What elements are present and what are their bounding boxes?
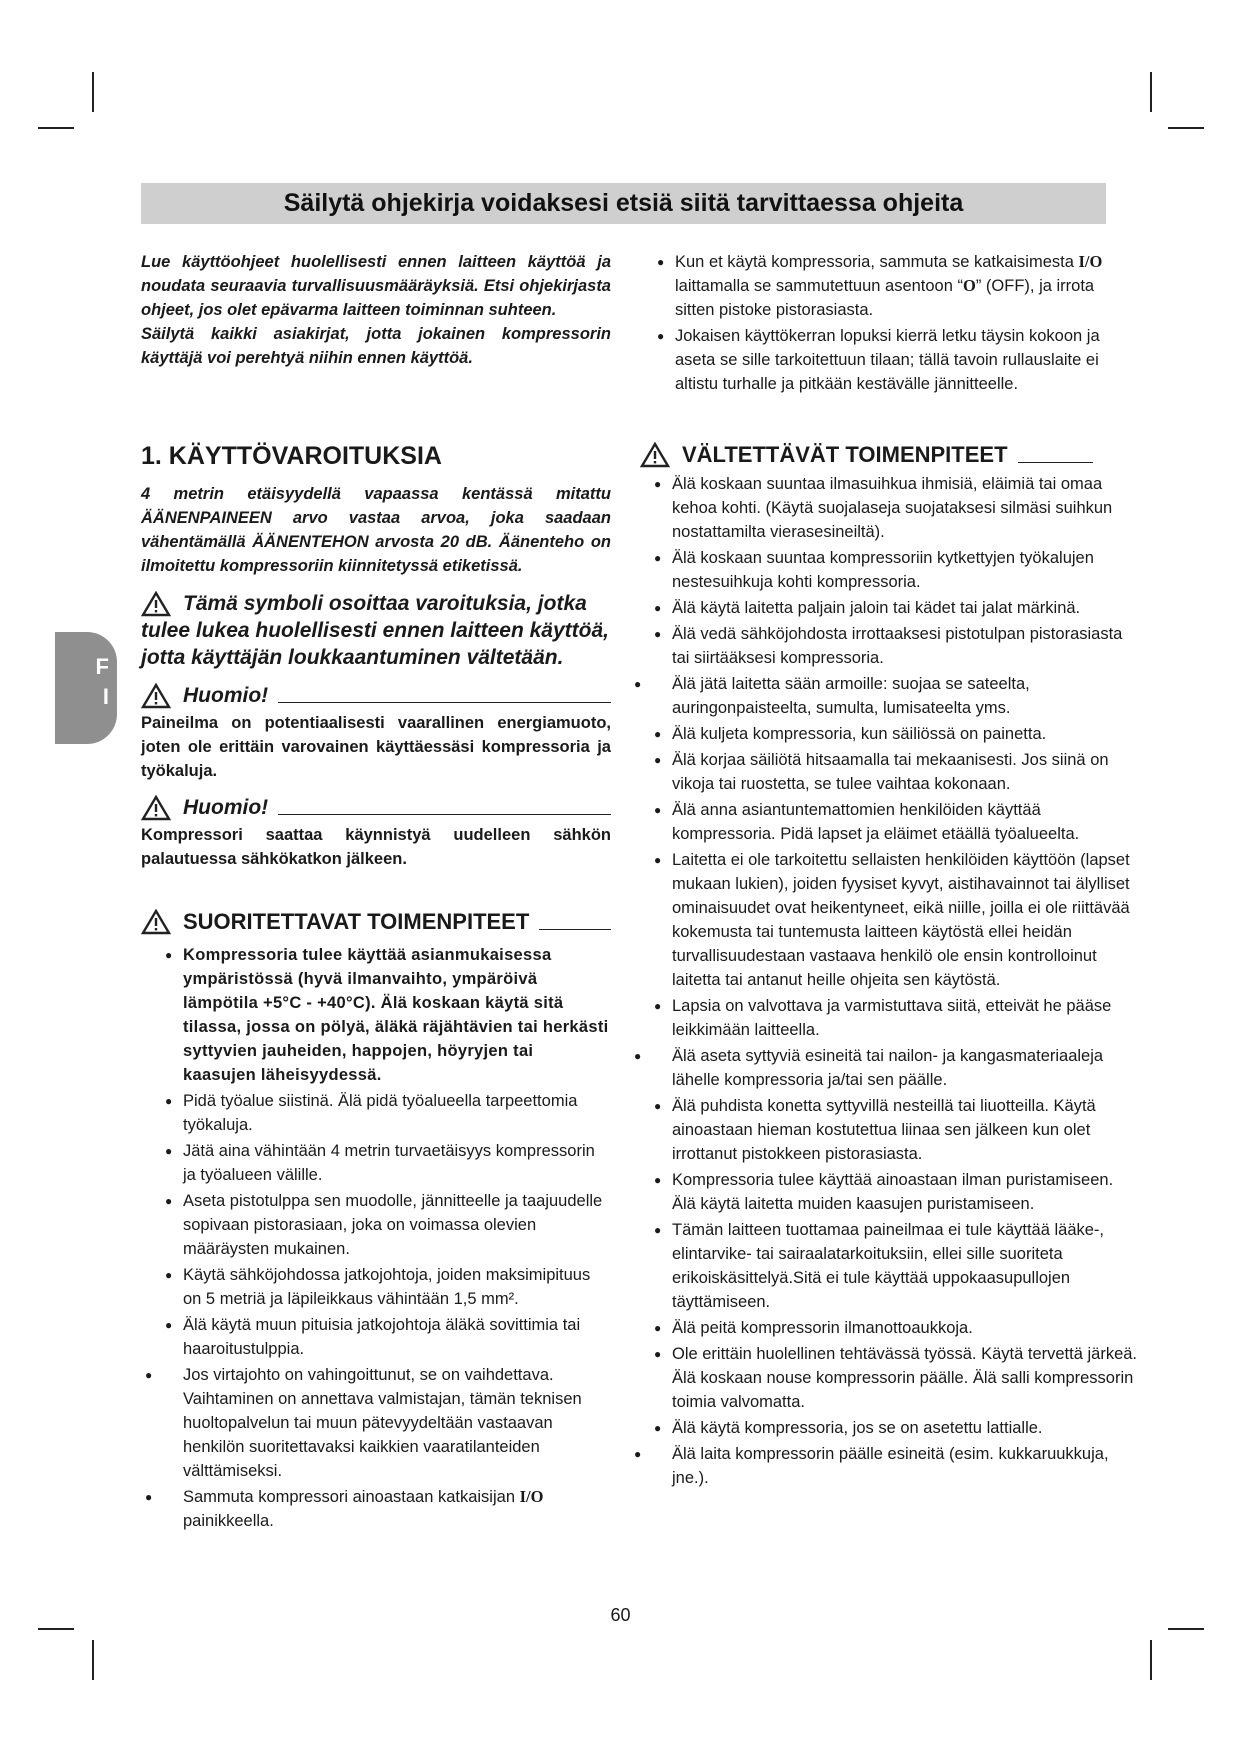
language-tab: F I	[55, 632, 117, 744]
crop-mark	[1150, 1640, 1152, 1680]
crop-mark	[38, 127, 74, 129]
list-item: ● Älä korjaa säiliötä hitsaamalla tai mekaanisesti. Jos siinä on vikoja tai ruostetta, se tulee vaihtaa kokonaan.	[650, 748, 1140, 796]
list-item: ● Älä käytä muun pituisia jatkojohtoja äläkä sovittimia tai haaroitustulppia.	[161, 1313, 611, 1361]
section-heading: 1. KÄYTTÖVAROITUKSIA	[141, 442, 442, 470]
list-item: ● Jokaisen käyttökerran lopuksi kierrä letku täysin kokoon ja aseta se sille tarkoitettuun tilaan; tällä tavoin rullauslaite ei altistu turhalle ja pitkään kestävälle jännitteelle.	[653, 324, 1113, 396]
warning-icon	[141, 795, 171, 821]
list-item: ● Käytä sähköjohdossa jatkojohtoja, joiden maksimipituus on 5 metriä ja läpileikkaus vähintään 1,5 mm².	[161, 1263, 611, 1311]
intro-left	[141, 250, 611, 370]
sub-heading: SUORITETTAVAT TOIMENPITEET	[141, 907, 611, 937]
crop-mark	[1168, 127, 1204, 129]
list-item: ● Älä jätä laitetta sään armoille: suojaa se sateelta, auringonpaisteelta, sumulta, lumisateelta yms.	[630, 672, 1140, 720]
intro-paragraph: Lue käyttöohjeet huolellisesti ennen laitteen käyttöä ja noudata seuraavia turvallisuusmääräyksiä. Etsi ohjekirjasta ohjeet, jos olet epävarma laitteen toiminnan suhteen.	[141, 253, 611, 319]
list-item: ● Älä anna asiantuntemattomien henkilöiden käyttää kompressoria. Pidä lapset ja eläimet etäällä työalueelta.	[650, 798, 1140, 846]
list-item: ● Älä koskaan suuntaa kompressoriin kytkettyjen työkalujen nestesuihkuja kohti kompressoria.	[650, 546, 1140, 594]
list-item: ● Laitetta ei ole tarkoitettu sellaisten henkilöiden käyttöön (lapset mukaan lukien), joiden fyysiset kyvyt, aistihavainnot tai älylliset ominaisuudet ovat heikentyneet, eikä niille, joilla ei ole riittävää kokemusta tai tuntemusta laitteen käytöstä ellei heidän turvallisuudestaan vastaava henkilö ole ensin kontrolloinut laitetta tai antanut heille ohjeita sen käytöstä.	[650, 848, 1140, 992]
page-title: Säilytä ohjekirja voidaksesi etsiä siitä tarvittaessa ohjeita	[141, 183, 1106, 224]
list-item: ● Älä koskaan suuntaa ilmasuihkua ihmisiä, eläimiä tai omaa kehoa kohti. (Käytä suojalaseja suojataksesi silmäsi suihkun nostattamilta vierasesineiltä).	[650, 472, 1140, 544]
crop-mark	[1168, 1628, 1204, 1630]
list-item: ● Älä peitä kompressorin ilmanottoaukkoja.	[650, 1316, 1140, 1340]
huomio-text: Kompressori saattaa käynnistyä uudelleen sähkön palautuessa sähkökatkon jälkeen.	[141, 826, 611, 869]
list-item: ● Ole erittäin huolellinen tehtävässä työssä. Käytä tervettä järkeä. Älä koskaan nouse kompressorin päälle. Älä salli kompressorin toimia valvomatta.	[650, 1342, 1140, 1414]
warning-icon	[640, 442, 670, 468]
warning-icon	[141, 909, 171, 935]
warning-icon	[141, 591, 171, 617]
list-item: ● Jätä aina vähintään 4 metrin turvaetäisyys kompressorin ja työalueen välille.	[161, 1139, 611, 1187]
list-item: ● Lapsia on valvottava ja varmistuttava siitä, etteivät he pääse leikkimään laitteella.	[650, 994, 1140, 1042]
crop-mark	[92, 1640, 94, 1680]
intro-paragraph: Säilytä kaikki asiakirjat, jotta jokainen kompressorin käyttäjä voi perehtyä niihin ennen käyttöä.	[141, 325, 611, 367]
page-number: 60	[610, 1605, 631, 1625]
list-item: ● Älä käytä laitetta paljain jaloin tai kädet tai jalat märkinä.	[650, 596, 1140, 620]
symbol-note: Tämä symboli osoittaa varoituksia, jotka tulee lukea huolellisesti ennen laitteen käyttöä, jotta käyttäjän loukkaantuminen vältetään.	[141, 592, 609, 670]
list-item: ● Kun et käytä kompressoria, sammuta se katkaisimesta I/O laittamalla se sammutettuun asentoon “O” (OFF), ja irrota sitten pistoke pistorasiasta.	[653, 250, 1113, 322]
left-column	[141, 440, 611, 1535]
list-item: ● Tämän laitteen tuottamaa paineilmaa ei tule käyttää lääke-, elintarvike- tai sairaalatarkoituksiin, ellei sille suoriteta erikoiskäsittelyä.Sitä ei tule käyttää uppokaasupullojen täyttämiseen.	[650, 1218, 1140, 1314]
list-item: ● Älä laita kompressorin päälle esineitä (esim. kukkaruukkuja, jne.).	[630, 1442, 1140, 1490]
huomio-text: Paineilma on potentiaalisesti vaarallinen energiamuoto, joten ole erittäin varovainen käyttäessäsi kompressoria ja työkaluja.	[141, 714, 611, 781]
sub-heading: VÄLTETTÄVÄT TOIMENPITEET	[640, 440, 1155, 470]
list-item: ● Pidä työalue siistinä. Älä pidä työalueella tarpeettomia työkaluja.	[161, 1089, 611, 1137]
list-item: ● Älä vedä sähköjohdosta irrottaaksesi pistotulpan pistorasiasta tai siirtääksesi kompressoria.	[650, 622, 1140, 670]
list-item: ● Sammuta kompressori ainoastaan katkaisijan I/O painikkeella.	[141, 1485, 611, 1533]
list-item: ● Kompressoria tulee käyttää asianmukaisessa ympäristössä (hyvä ilmanvaihto, ympäröivä lämpötila +5°C - +40°C). Älä koskaan käytä sitä tilassa, jossa on pölyä, äläkä räjähtävien tai herkästi syttyvien jauheiden, happojen, höyryjen tai kaasujen läheisyydessä.	[161, 943, 611, 1087]
list-item: ● Jos virtajohto on vahingoittunut, se on vaihdettava. Vaihtaminen on annettava valmistajan, tämän teknisen huoltopalvelun tai muun pätevyydeltään vastaavan henkilön suoritettavaksi kaikkien vaaratilanteiden välttämiseksi.	[141, 1363, 611, 1483]
intro-right	[653, 250, 1113, 398]
noise-paragraph: 4 metrin etäisyydellä vapaassa kentässä mitattu ÄÄNENPAINEEN arvo vastaa arvoa, joka saadaan vähentämällä ÄÄNENTEHON arvosta 20 dB. Äänenteho on ilmoitettu kompressoriin kiinnitetyssä etiketissä.	[141, 485, 611, 575]
list-item: ● Älä puhdista konetta syttyvillä nesteillä tai liuotteilla. Käytä ainoastaan hieman kostutettua liinaa sen jälkeen kun olet irrottanut pistokkeen pistorasiasta.	[650, 1094, 1140, 1166]
huomio-heading: Huomio!	[141, 681, 611, 711]
right-column	[640, 440, 1155, 1492]
warning-icon	[141, 683, 171, 709]
list-item: ● Kompressoria tulee käyttää ainoastaan ilman puristamiseen. Älä käytä laitetta muiden kaasujen puristamiseen.	[650, 1168, 1140, 1216]
list-item: ● Älä aseta syttyviä esineitä tai nailon- ja kangasmateriaaleja lähelle kompressoria ja/tai sen päälle.	[630, 1044, 1140, 1092]
crop-mark	[1150, 72, 1152, 112]
list-item: ● Aseta pistotulppa sen muodolle, jännitteelle ja taajuudelle sopivaan pistorasiaan, joka on voimassa olevien määräysten mukainen.	[161, 1189, 611, 1261]
huomio-heading: Huomio!	[141, 793, 611, 823]
crop-mark	[38, 1628, 74, 1630]
list-item: ● Älä kuljeta kompressoria, kun säiliössä on painetta.	[650, 722, 1140, 746]
crop-mark	[92, 72, 94, 112]
list-item: ● Älä käytä kompressoria, jos se on asetettu lattialle.	[650, 1416, 1140, 1440]
